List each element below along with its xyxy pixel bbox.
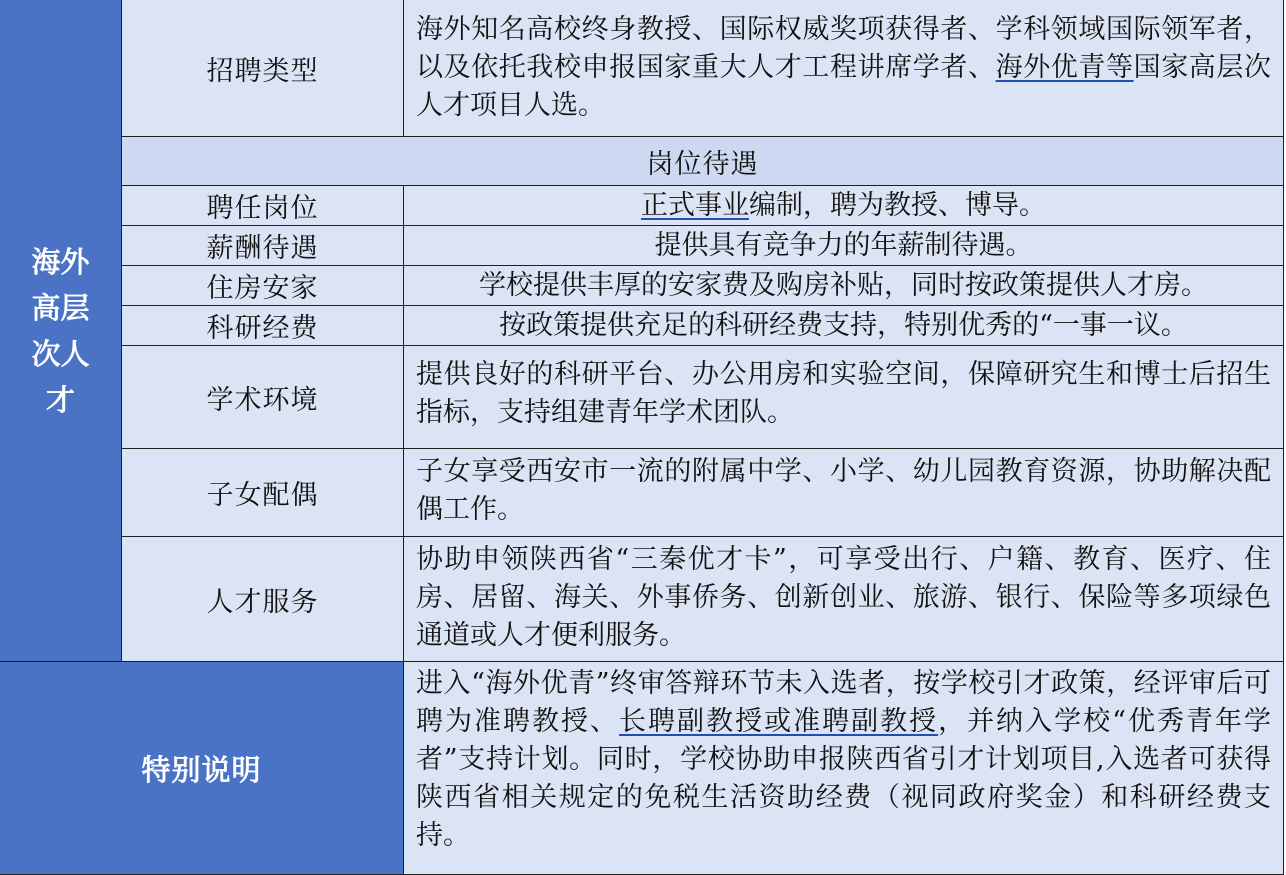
row-content-academic-env <box>404 346 1284 449</box>
row-label-housing <box>122 266 404 306</box>
special-text-b: ，并纳入学校“优秀青年学者”支持计划。同时，学校协助申报陕西省引才计划项目,入选者可获得陕西省相关规定的免税生活资助经费（视同政府奖金）和科研经费支持。 <box>416 706 1271 851</box>
row-content-talent-services <box>404 537 1284 662</box>
category-special-note-label: 特别说明 <box>141 752 262 787</box>
row-label-research-funding <box>122 306 404 346</box>
row-label-talent-services <box>122 537 404 662</box>
row-label-salary <box>122 226 404 266</box>
family-label: 子女配偶 <box>206 480 319 511</box>
row-label-academic-env <box>122 346 404 449</box>
category-special-note <box>0 662 404 875</box>
recruit-text-a: 海外知名高校终身教授、国际权威奖项获得者、学科领域国际领军者，以及依托我校申报国家重大人才工程讲席学者、 <box>416 14 1271 83</box>
recruit-link[interactable]: 海外优青等 <box>995 52 1134 83</box>
recruit-text-b: 国家高层次人才项目人选。 <box>416 52 1272 121</box>
salary-label: 薪酬待遇 <box>206 233 319 264</box>
family-text: 子女享受西安市一流的附属中学、小学、幼儿园教育资源，协助解决配偶工作。 <box>416 456 1271 525</box>
row-content-research-funding <box>404 306 1284 346</box>
research-funding-label: 科研经费 <box>206 313 319 344</box>
academic-env-label: 学术环境 <box>206 384 319 416</box>
talent-services-label: 人才服务 <box>206 586 319 618</box>
row-content-special-note <box>404 662 1284 875</box>
academic-env-text: 提供良好的科研平台、办公用房和实验空间，保障研究生和博士后招生指标，支持组建青年学术团队。 <box>416 359 1271 428</box>
row-content-housing <box>404 266 1284 306</box>
section-title: 岗位待遇 <box>646 148 759 180</box>
row-label-family <box>122 449 404 537</box>
row-content-salary <box>404 226 1284 266</box>
research-funding-text: 按政策提供充足的科研经费支持，特别优秀的“一事一议。 <box>499 309 1188 341</box>
housing-label: 住房安家 <box>206 273 319 304</box>
salary-text: 提供具有竞争力的年薪制待遇。 <box>654 229 1033 261</box>
category-overseas-talent <box>0 0 122 662</box>
row-content-family <box>404 449 1284 537</box>
special-link[interactable]: 长聘副教授或准聘副教授 <box>619 706 939 737</box>
position-text: 编制，聘为教授、博导。 <box>749 189 1046 221</box>
position-link[interactable]: 正式事业 <box>641 189 749 221</box>
category-overseas-talent-label: 海外高层次人才 <box>31 244 90 417</box>
section-header-benefits <box>122 137 1284 186</box>
recruit-type-label: 招聘类型 <box>206 55 319 87</box>
row-label-position <box>122 186 404 226</box>
row-label-recruit-type <box>122 0 404 137</box>
position-label: 聘任岗位 <box>206 193 319 224</box>
row-content-recruit-type <box>404 0 1284 137</box>
housing-text: 学校提供丰厚的安家费及购房补贴，同时按政策提供人才房。 <box>479 269 1208 301</box>
special-text-a: 进入“海外优青”终审答辩环节未入选者，按学校引才政策，经评审后可聘为准聘教授、 <box>416 668 1271 737</box>
talent-services-text: 协助申领陕西省“三秦优才卡”，可享受出行、户籍、教育、医疗、住房、居留、海关、外事侨务、创新创业、旅游、银行、保险等多项绿色通道或人才便利服务。 <box>416 544 1271 651</box>
row-content-position <box>404 186 1284 226</box>
